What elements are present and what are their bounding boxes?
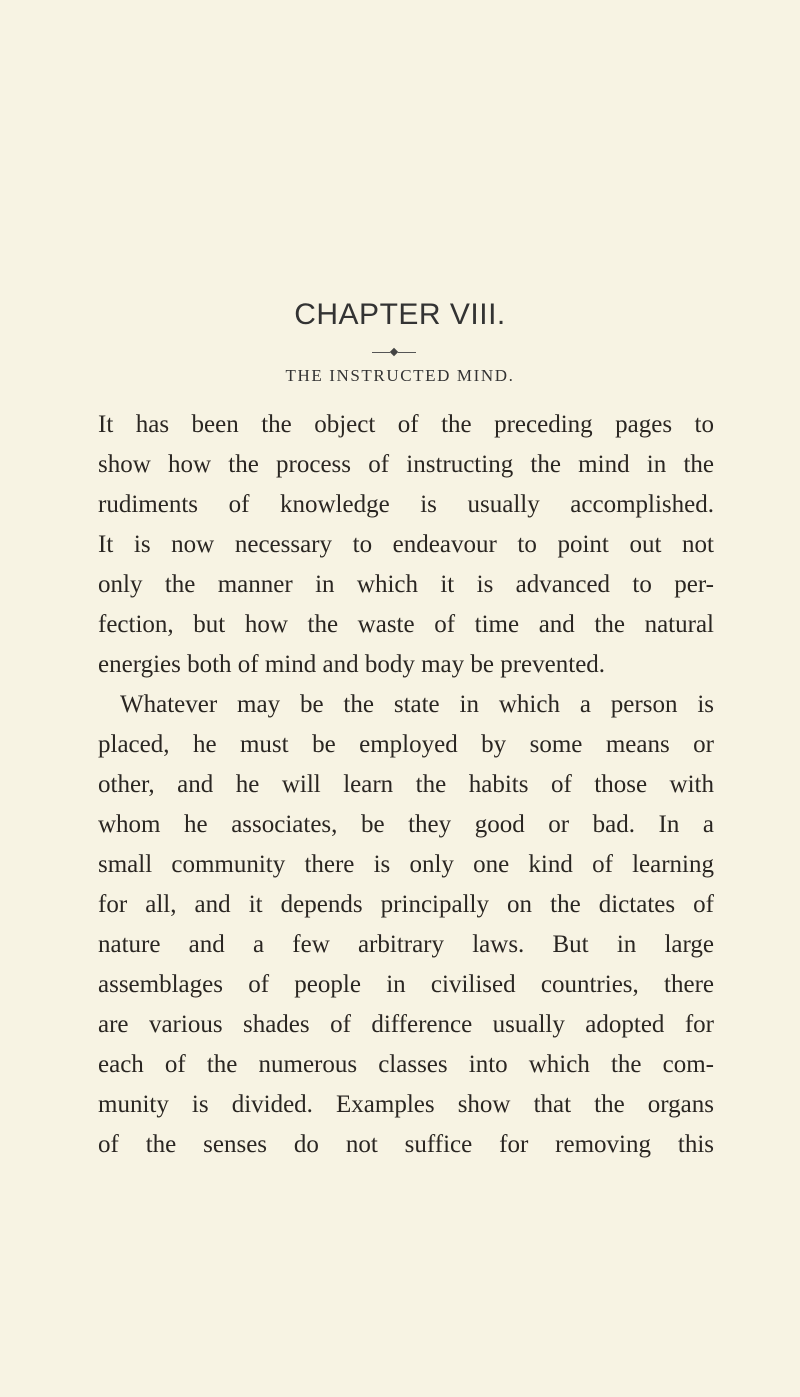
text-line: assemblages of people in civilised countries, there xyxy=(98,971,714,998)
section-title: THE INSTRUCTED MIND. xyxy=(285,366,515,385)
text-line: energies both of mind and body may be prevented. xyxy=(98,651,606,678)
text-line: placed, he must be employed by some means or xyxy=(98,731,714,758)
text-line: Whatever may be the state in which a person is xyxy=(120,691,714,718)
text-line: whom he associates, be they good or bad. In a xyxy=(98,811,714,838)
text-line: for all, and it depends principally on the dictates of xyxy=(98,891,714,918)
ornament-line-left xyxy=(372,352,390,353)
text-line: rudiments of knowledge is usually accomplished. xyxy=(98,491,714,518)
text-line: each of the numerous classes into which the com- xyxy=(98,1051,714,1078)
text-line: nature and a few arbitrary laws. But in large xyxy=(98,931,714,958)
chapter-title: CHAPTER VIII. xyxy=(294,298,506,331)
ornament-diamond xyxy=(390,348,398,356)
text-line: It has been the object of the preceding pages to xyxy=(98,411,714,438)
text-line: are various shades of difference usually adopted for xyxy=(98,1011,714,1038)
divider-ornament-icon xyxy=(372,348,416,358)
text-line: only the manner in which it is advanced to per- xyxy=(98,571,714,598)
text-line: of the senses do not suffice for removing this xyxy=(98,1131,714,1158)
ornament-line-right xyxy=(398,352,416,353)
text-line: small community there is only one kind of learning xyxy=(98,851,714,878)
body-text xyxy=(98,405,714,1165)
text-line: fection, but how the waste of time and the natural xyxy=(98,611,714,638)
text-line: munity is divided. Examples show that the organs xyxy=(98,1091,714,1118)
text-line: show how the process of instructing the mind in the xyxy=(98,451,714,478)
text-line: other, and he will learn the habits of those with xyxy=(98,771,714,798)
text-line: It is now necessary to endeavour to point out not xyxy=(98,531,714,558)
